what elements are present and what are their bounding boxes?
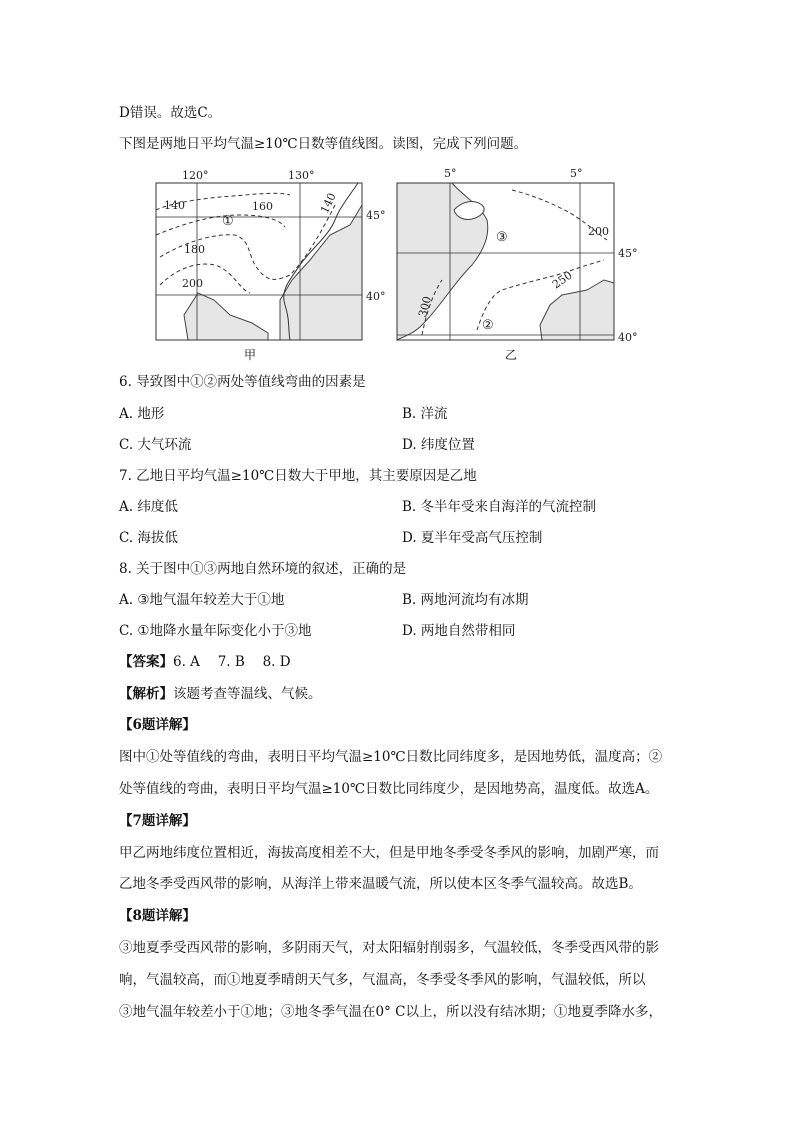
map-jia-contour-label: 160	[252, 200, 273, 213]
answer-text: 6. A 7. B 8. D	[173, 654, 291, 670]
map-yi-contour-label: 200	[588, 225, 609, 238]
map-jia-point: ①	[222, 214, 234, 229]
map-jia	[140, 165, 390, 365]
map-yi-lat-label: 45°	[618, 247, 638, 260]
analysis-line	[119, 684, 322, 704]
q6-heading: 【6题详解】	[119, 717, 196, 733]
option-d: D. 夏半年受高气压控制	[402, 530, 543, 546]
map-jia-lat-label: 40°	[366, 290, 386, 303]
map-jia-contour-label: 200	[182, 277, 203, 290]
map-yi-contour-label: 300	[416, 294, 435, 319]
option-c: C. 大气环流	[119, 437, 192, 453]
map-yi-point: ③	[496, 230, 508, 245]
analysis-text: 该题考查等温线、气候。	[173, 686, 322, 702]
option-c: C. 海拔低	[119, 530, 178, 546]
map-yi-shaded-area-2	[540, 280, 614, 340]
q7-text-line: 乙地冬季受西风带的影响，从海洋上带来温暖气流，所以使本区冬季气温较高。故选B。	[119, 876, 642, 892]
option-d: D. 两地自然带相同	[402, 623, 516, 639]
map-yi-contour-label: 250	[550, 268, 575, 292]
map-yi-caption: 乙	[505, 348, 518, 362]
intro-line: 下图是两地日平均气温≥10℃日数等值线图。读图，完成下列问题。	[119, 136, 528, 152]
map-jia-lon-label: 120°	[182, 169, 209, 182]
map-jia-contour-200	[160, 264, 250, 293]
q8-text-line: ③地气温年较差小于①地；③地冬季气温在0° C以上，所以没有结冰期；①地夏季降水多，	[119, 1004, 662, 1020]
map-jia-contour-label: 140	[164, 199, 185, 212]
q7-heading: 【7题详解】	[119, 813, 196, 829]
question-stem: 8. 关于图中①③两地自然环境的叙述，正确的是	[119, 561, 407, 577]
question-stem: 6. 导致图中①②两处等值线弯曲的因素是	[119, 374, 366, 390]
q8-text-line: ③地夏季受西风带的影响，多阴雨天气，对太阳辐射削弱多，气温较低，冬季受西风带的影	[119, 940, 659, 956]
q8-heading: 【8题详解】	[119, 908, 196, 924]
map-yi-point: ②	[482, 318, 494, 333]
map-yi-lon-label: 5°	[444, 167, 457, 180]
map-jia-contour-160	[156, 215, 285, 235]
q8-text-line: 响，气温较高，而①地夏季晴朗天气多，气温高，冬季受冬季风的影响，气温较低，所以	[119, 972, 646, 988]
map-jia-caption: 甲	[244, 348, 257, 362]
option-b: B. 冬半年受来自海洋的气流控制	[402, 499, 597, 515]
option-a: A. 纬度低	[119, 499, 178, 515]
option-d: D. 纬度位置	[402, 437, 475, 453]
map-jia-contour-label: 140	[318, 190, 339, 216]
q7-text-line: 甲乙两地纬度位置相近，海拔高度相差不大，但是甲地冬季受冬季风的影响，加剧严寒，而	[119, 845, 659, 861]
map-jia-lat-label: 45°	[366, 209, 386, 222]
map-yi-lon-label: 5°	[570, 167, 583, 180]
text-line-1: D错误。故选C。	[119, 105, 222, 121]
map-jia-contour-label: 180	[184, 243, 205, 256]
option-a: A. ③地气温年较差大于①地	[119, 592, 285, 608]
q6-text-line: 处等值线的弯曲，表明日平均气温≥10℃日数比同纬度少，是因地势高，温度低。故选A。	[119, 781, 659, 797]
option-a: A. 地形	[119, 406, 165, 422]
map-jia-lon-label: 130°	[288, 169, 315, 182]
map-yi	[392, 165, 652, 365]
option-b: B. 洋流	[402, 406, 448, 422]
answer-label: 【答案】	[119, 654, 173, 670]
q6-text-line: 图中①处等值线的弯曲，表明日平均气温≥10℃日数比同纬度多，是因地势低，温度高；②	[119, 749, 663, 765]
analysis-label: 【解析】	[119, 686, 173, 702]
map-yi-lat-label: 40°	[618, 331, 638, 344]
option-c: C. ①地降水量年际变化小于③地	[119, 623, 312, 639]
answer-line	[119, 652, 291, 672]
question-stem: 7. 乙地日平均气温≥10℃日数大于甲地，其主要原因是乙地	[119, 468, 477, 484]
option-b: B. 两地河流均有冰期	[402, 592, 529, 608]
